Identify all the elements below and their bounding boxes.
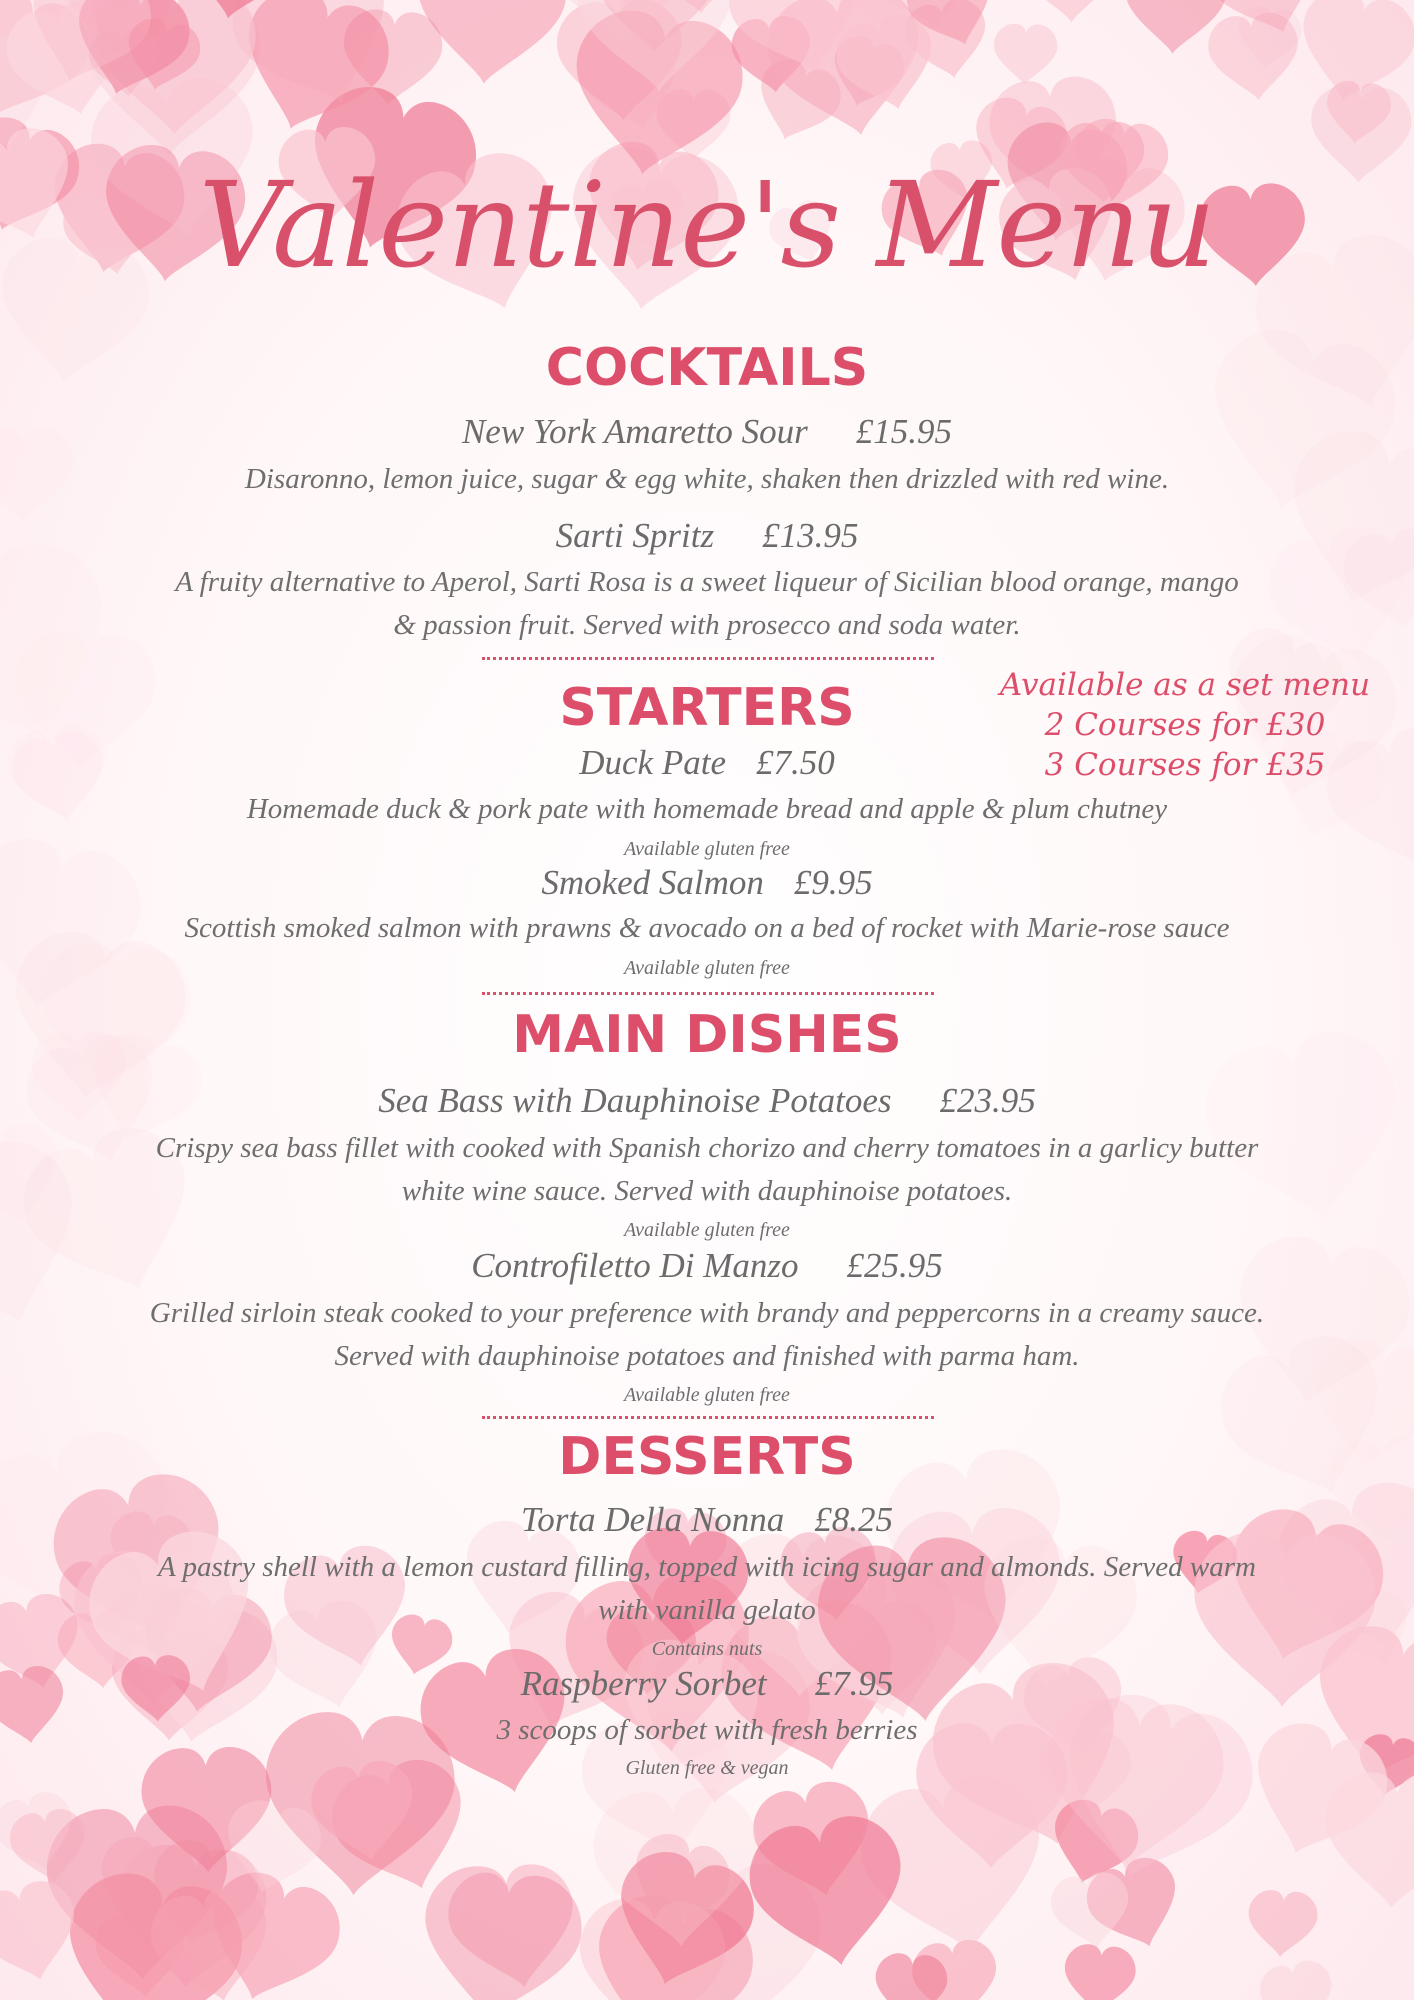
dish-name: Sea Bass with Dauphinoise Potatoes xyxy=(378,1081,892,1120)
dietary-note: Available gluten free xyxy=(624,1384,790,1406)
dish-description: Served with dauphinoise potatoes and finished with parma ham. xyxy=(334,1340,1080,1372)
desserts-heading: DESSERTS xyxy=(558,1427,856,1487)
dish-description: Crispy sea bass fillet with cooked with Spanish chorizo and cherry tomatoes in a garlicy butter xyxy=(155,1132,1259,1164)
dish-title xyxy=(0,861,1414,905)
set-menu-three-courses: 3 Courses for £35 xyxy=(1044,747,1326,783)
dish-name: Duck Pate xyxy=(579,743,726,782)
dish-title xyxy=(0,1079,1414,1123)
dish-name: Raspberry Sorbet xyxy=(520,1664,767,1703)
dish-name: Torta Della Nonna xyxy=(521,1500,785,1539)
dish-name: Controfiletto Di Manzo xyxy=(471,1246,799,1285)
section-divider xyxy=(482,992,934,995)
dish-description: 3 scoops of sorbet with fresh berries xyxy=(496,1714,918,1746)
main-dishes-heading: MAIN DISHES xyxy=(512,1005,902,1065)
dietary-note: Available gluten free xyxy=(624,838,790,860)
dish-description: Disaronno, lemon juice, sugar & egg white, shaken then drizzled with red wine. xyxy=(244,463,1170,495)
dish-name: Sarti Spritz xyxy=(555,516,715,555)
set-menu-two-courses: 2 Courses for £30 xyxy=(1044,707,1326,743)
menu-title: Valentine's Menu xyxy=(198,156,1216,294)
dish-description: white wine sauce. Served with dauphinoise potatoes. xyxy=(401,1175,1013,1207)
dish-title xyxy=(0,514,1414,558)
dish-title xyxy=(0,410,1414,454)
dish-description: with vanilla gelato xyxy=(598,1594,816,1626)
dish-name: New York Amaretto Sour xyxy=(461,412,808,451)
dish-price: £9.95 xyxy=(793,863,873,902)
starters-heading: STARTERS xyxy=(559,678,855,738)
set-menu-line: Available as a set menu xyxy=(999,667,1371,703)
dish-price: £8.25 xyxy=(814,1500,893,1539)
dietary-note: Contains nuts xyxy=(651,1638,763,1660)
cocktails-heading: COCKTAILS xyxy=(545,338,869,398)
dietary-note: Available gluten free xyxy=(624,957,790,979)
section-divider xyxy=(482,657,934,660)
dish-name: Smoked Salmon xyxy=(541,863,764,902)
dietary-note: Gluten free & vegan xyxy=(625,1757,789,1779)
dish-title xyxy=(0,1244,1414,1288)
dish-price: £23.95 xyxy=(939,1081,1036,1120)
dish-description: Scottish smoked salmon with prawns & avocado on a bed of rocket with Marie-rose sauce xyxy=(184,912,1230,944)
dish-title xyxy=(0,1662,1414,1706)
dietary-note: Available gluten free xyxy=(624,1219,790,1241)
dish-price: £13.95 xyxy=(762,516,859,555)
dish-title xyxy=(0,741,1414,785)
dish-description: A pastry shell with a lemon custard filling, topped with icing sugar and almonds. Served warm xyxy=(158,1551,1256,1583)
dish-title xyxy=(0,1498,1414,1542)
dish-price: £15.95 xyxy=(855,412,953,451)
dish-price: £7.95 xyxy=(814,1664,894,1703)
dish-description: & passion fruit. Served with prosecco and soda water. xyxy=(393,609,1021,641)
dish-description: A fruity alternative to Aperol, Sarti Rosa is a sweet liqueur of Sicilian blood orange, mango xyxy=(175,566,1239,598)
dish-description: Homemade duck & pork pate with homemade bread and apple & plum chutney xyxy=(246,793,1168,825)
section-divider xyxy=(482,1416,934,1419)
dish-description: Grilled sirloin steak cooked to your preference with brandy and peppercorns in a creamy sauce. xyxy=(149,1297,1265,1329)
dish-price: £25.95 xyxy=(846,1246,943,1285)
dish-price: £7.50 xyxy=(755,743,835,782)
